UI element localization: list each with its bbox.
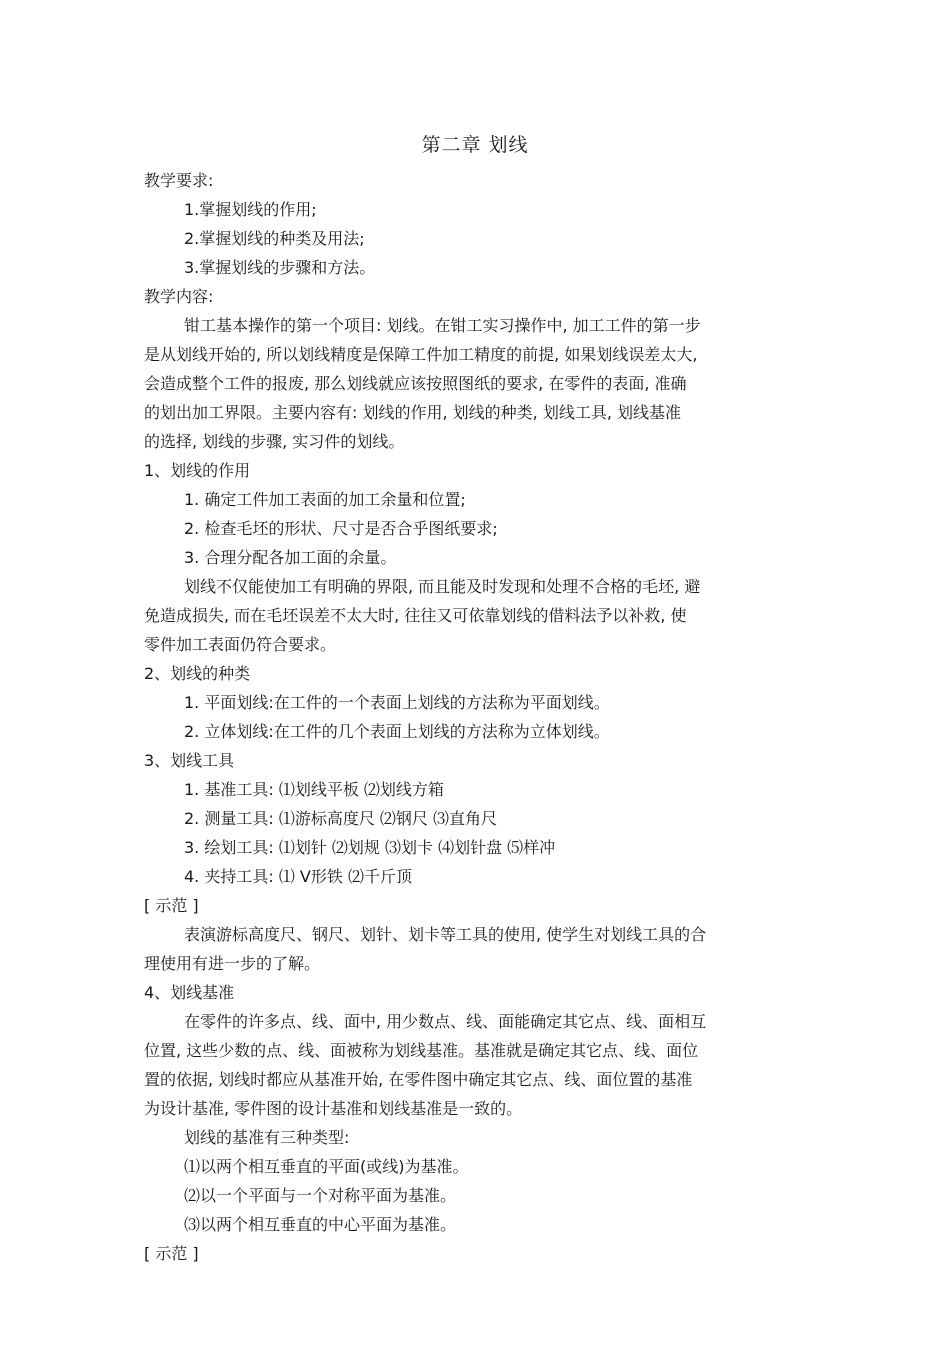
types-intro: 划线的基准有三种类型:: [184, 1128, 350, 1147]
requirement-item: 1.掌握划线的作用;: [184, 200, 317, 219]
paragraph-line: 置的依据, 划线时都应从基准开始, 在零件图中确定其它点、线、面位置的基准: [144, 1070, 693, 1089]
tool-item: 2. 测量工具: ⑴游标高度尺 ⑵钢尺 ⑶直角尺: [184, 809, 498, 828]
demo-label: [ 示范 ]: [144, 896, 199, 915]
list-item: 1. 确定工件加工表面的加工余量和位置;: [184, 490, 466, 509]
list-item: 2. 立体划线:在工件的几个表面上划线的方法称为立体划线。: [184, 722, 610, 741]
demo-label: [ 示范 ]: [144, 1244, 199, 1263]
paragraph-line: 为设计基准, 零件图的设计基准和划线基准是一致的。: [144, 1099, 523, 1118]
paragraph-line: 理使用有进一步的了解。: [144, 954, 321, 973]
paragraph-line: 零件加工表面仍符合要求。: [144, 635, 337, 654]
tool-item: 1. 基准工具: ⑴划线平板 ⑵划线方箱: [184, 780, 444, 799]
section-heading: 2、划线的种类: [144, 664, 251, 683]
list-item: 2. 检查毛坯的形状、尺寸是否合乎图纸要求;: [184, 519, 498, 538]
intro-line: 的划出加工界限。主要内容有: 划线的作用, 划线的种类, 划线工具, 划线基准: [144, 403, 681, 422]
requirements-heading: 教学要求:: [144, 171, 214, 190]
list-item: 3. 合理分配各加工面的余量。: [184, 548, 397, 567]
section-heading: 4、划线基准: [144, 983, 235, 1002]
content-heading: 教学内容:: [144, 287, 214, 306]
paragraph-line: 位置, 这些少数的点、线、面被称为划线基准。基准就是确定其它点、线、面位: [144, 1041, 699, 1060]
requirement-item: 2.掌握划线的种类及用法;: [184, 229, 365, 248]
intro-line: 是从划线开始的, 所以划线精度是保障工件加工精度的前提, 如果划线误差太大,: [144, 345, 698, 364]
section-heading: 1、划线的作用: [144, 461, 251, 480]
list-item: 1. 平面划线:在工件的一个表面上划线的方法称为平面划线。: [184, 693, 610, 712]
paragraph-line: 在零件的许多点、线、面中, 用少数点、线、面能确定其它点、线、面相互: [184, 1012, 707, 1031]
paragraph-line: 免造成损失, 而在毛坯误差不太大时, 往往又可依靠划线的借料法予以补救, 使: [144, 606, 687, 625]
section-heading: 3、划线工具: [144, 751, 235, 770]
tool-item: 4. 夹持工具: ⑴ V形铁 ⑵千斤顶: [184, 867, 412, 886]
datum-type-item: ⑵以一个平面与一个对称平面为基准。: [184, 1186, 457, 1205]
tool-item: 3. 绘划工具: ⑴划针 ⑵划规 ⑶划卡 ⑷划针盘 ⑸样冲: [184, 838, 556, 857]
datum-type-item: ⑴以两个相互垂直的平面(或线)为基准。: [184, 1157, 469, 1176]
chapter-title: 第二章 划线: [421, 134, 529, 156]
intro-line: 会造成整个工件的报废, 那么划线就应该按照图纸的要求, 在零件的表面, 准确: [144, 374, 687, 393]
requirement-item: 3.掌握划线的步骤和方法。: [184, 258, 376, 277]
paragraph-line: 划线不仅能使加工有明确的界限, 而且能及时发现和处理不合格的毛坯, 避: [184, 577, 701, 596]
document-body: [144, 166, 810, 1268]
intro-line: 的选择, 划线的步骤, 实习件的划线。: [144, 432, 405, 451]
intro-line: 钳工基本操作的第一个项目: 划线。在钳工实习操作中, 加工工件的第一步: [184, 316, 701, 335]
paragraph-line: 表演游标高度尺、钢尺、划针、划卡等工具的使用, 使学生对划线工具的合: [184, 925, 707, 944]
datum-type-item: ⑶以两个相互垂直的中心平面为基准。: [184, 1215, 457, 1234]
